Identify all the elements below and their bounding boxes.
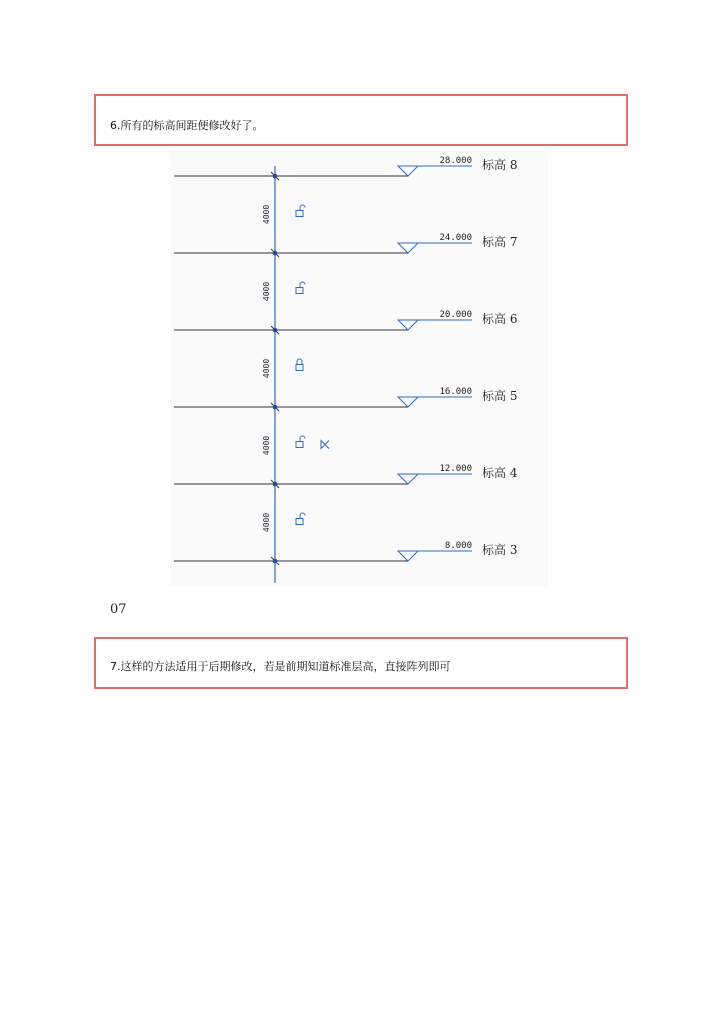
dimension-value-label: 4000 <box>262 358 271 379</box>
lock-open-icon <box>296 436 305 448</box>
level-name-label: 标高 8 <box>482 158 518 172</box>
level-marker-icon <box>398 243 418 253</box>
level-marker-icon <box>398 551 418 561</box>
level-name-label: 标高 4 <box>482 466 518 480</box>
lock-closed-icon <box>296 359 303 371</box>
dimension-flip-icon <box>321 441 329 449</box>
note-text-step6: 6.所有的标高间距便修改好了。 <box>110 119 264 132</box>
level-elevation-figure <box>170 150 548 586</box>
dimension-node <box>273 328 278 333</box>
step-number: 07 <box>110 602 127 617</box>
dimension-value-label: 4000 <box>262 204 271 225</box>
lock-open-icon <box>296 513 305 525</box>
level-marker-icon <box>398 397 418 407</box>
lock-open-icon <box>296 205 305 217</box>
dimension-value-label: 4000 <box>262 435 271 456</box>
note-box-step7 <box>94 637 628 689</box>
dimension-node <box>273 405 278 410</box>
level-name-label: 标高 3 <box>482 543 518 557</box>
dimension-node <box>273 559 278 564</box>
dimension-node <box>273 174 278 179</box>
level-name-label: 标高 7 <box>482 235 518 249</box>
lock-open-icon <box>296 282 305 294</box>
dimension-value-label: 4000 <box>262 512 271 533</box>
level-name-label: 标高 6 <box>482 312 518 326</box>
level-elevation-label: 16.000 <box>439 387 472 397</box>
level-elevation-label: 12.000 <box>439 464 472 474</box>
level-name-label: 标高 5 <box>482 389 518 403</box>
level-marker-icon <box>398 474 418 484</box>
note-text-step7: 7.这样的方法适用于后期修改，若是前期知道标准层高，直接阵列即可 <box>110 660 451 673</box>
level-elevation-label: 28.000 <box>439 156 472 166</box>
level-elevation-label: 20.000 <box>439 310 472 320</box>
level-marker-icon <box>398 166 418 176</box>
level-elevation-label: 24.000 <box>439 233 472 243</box>
elevation-drawing <box>170 150 548 586</box>
level-marker-icon <box>398 320 418 330</box>
level-elevation-label: 8.000 <box>444 541 472 551</box>
dimension-node <box>273 482 278 487</box>
note-box-step6 <box>94 94 628 146</box>
dimension-value-label: 4000 <box>262 281 271 302</box>
dimension-node <box>273 251 278 256</box>
